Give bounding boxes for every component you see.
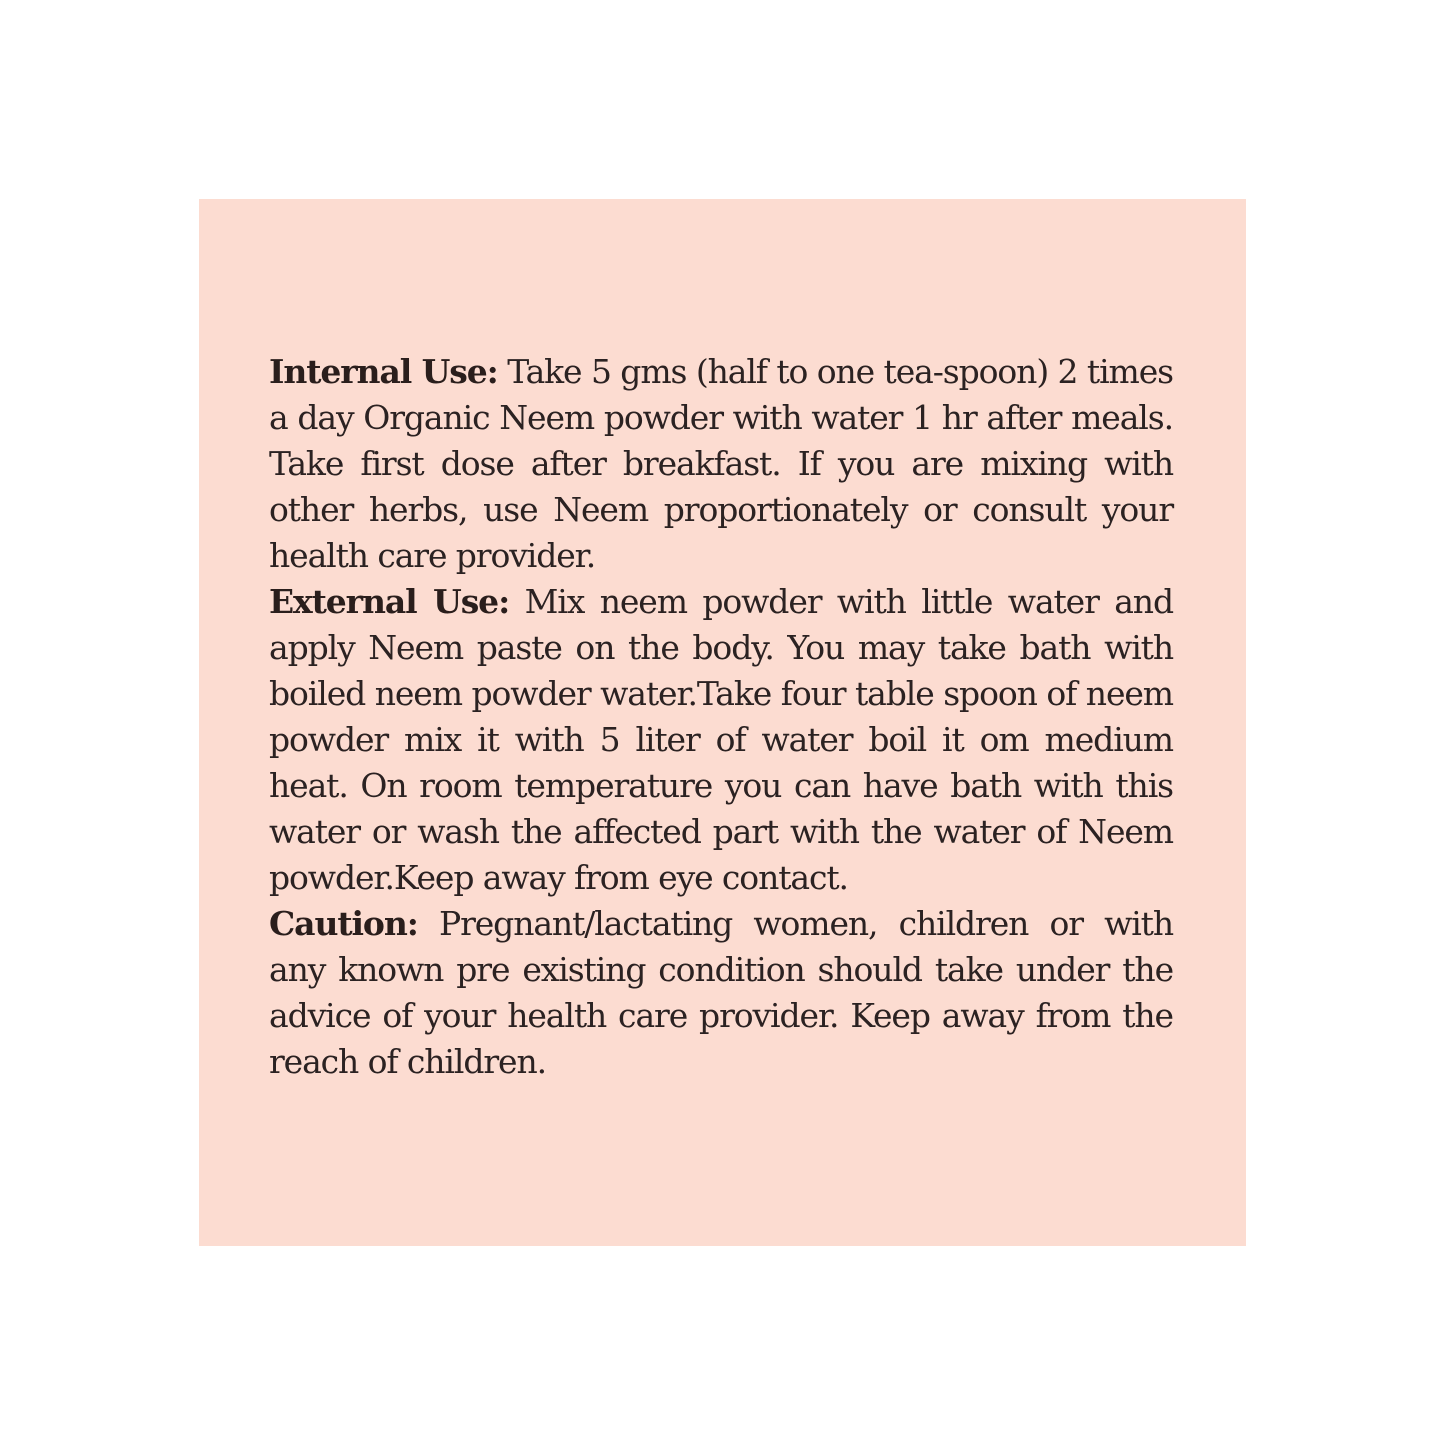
internal-use-paragraph	[269, 349, 1173, 579]
internal-use-label: Internal Use:	[269, 352, 498, 391]
external-use-paragraph	[269, 579, 1173, 901]
external-use-label: External Use:	[269, 582, 510, 621]
usage-instructions	[269, 349, 1173, 1085]
caution-text: Pregnant/lactating women, children or with any known pre existing condition should take under the advice of your health care provider. Keep away from the reach of children.	[269, 904, 1173, 1081]
internal-use-text: Take 5 gms (half to one tea-spoon) 2 times a day Organic Neem powder with water 1 hr after meals. Take first dose after breakfast. If you are mixing with other herbs, use Neem proportionately or consult your health care provider.	[269, 352, 1173, 575]
external-use-text: Mix neem powder with little water and apply Neem paste on the body. You may take bath with boiled neem powder water.Take four table spoon of neem powder mix it with 5 liter of water boil it om medium heat. On room temperature you can have bath with this water or wash the affected part with the water of Neem powder.Keep away from eye contact.	[269, 582, 1173, 897]
instructions-panel	[199, 199, 1246, 1246]
caution-paragraph	[269, 901, 1173, 1085]
caution-label: Caution:	[269, 904, 418, 943]
